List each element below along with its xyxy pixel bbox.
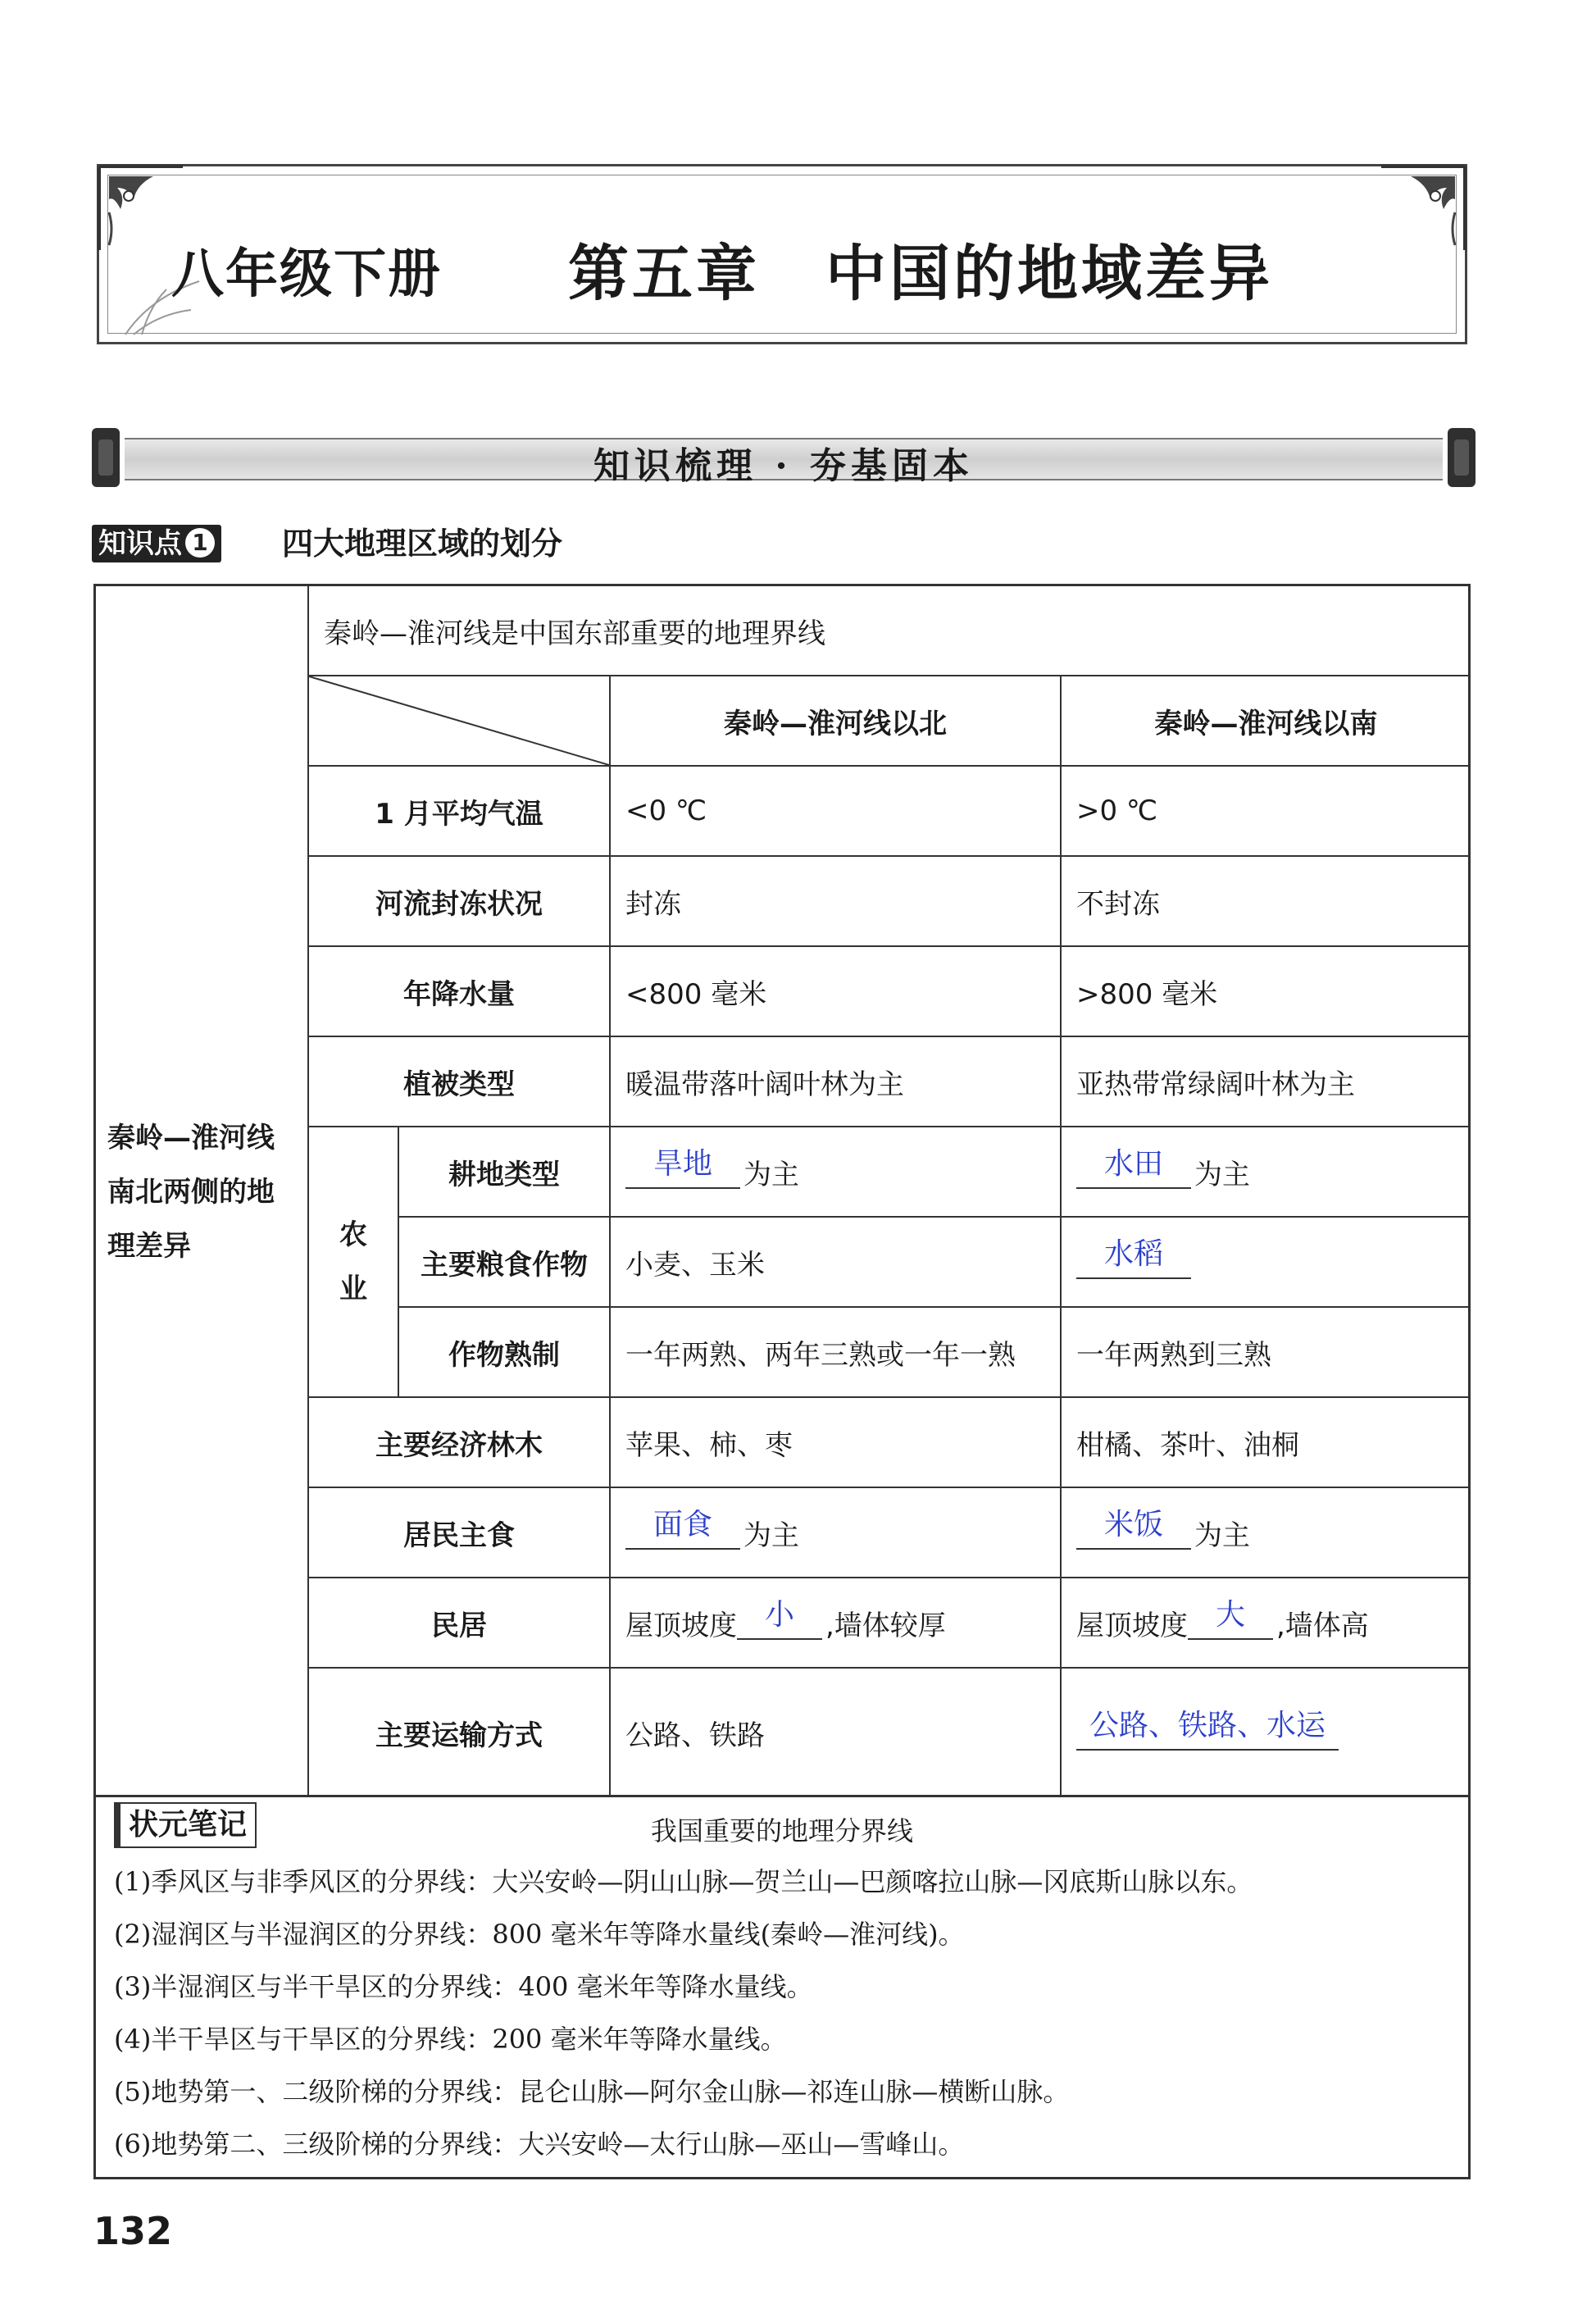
- south-text: 一年两熟到三熟: [1076, 1338, 1271, 1372]
- row-label: 主要经济林木: [375, 1428, 543, 1462]
- label-cell: [309, 767, 611, 857]
- south-cell: [1062, 1308, 1471, 1398]
- south-cell: [1062, 1578, 1471, 1669]
- section-banner: [92, 428, 1476, 487]
- label-cell: [309, 947, 611, 1037]
- row-label: 河流封冻状况: [375, 887, 543, 921]
- row-label: 1 月平均气温: [375, 797, 543, 831]
- answer-blank[interactable]: [737, 1598, 822, 1640]
- note-tag: 状元笔记: [114, 1802, 257, 1848]
- south-text: 亚热带常绿阔叶林为主: [1076, 1068, 1355, 1101]
- north-cell: [611, 1127, 1062, 1218]
- knowledge-point-number: 1: [185, 528, 215, 558]
- row-label: 居民主食: [403, 1519, 515, 1552]
- banner-title: 知识梳理 · 夯基固本: [593, 445, 974, 487]
- intro-cell: [309, 586, 1471, 676]
- south-text: 柑橘、茶叶、油桐: [1076, 1428, 1299, 1462]
- south-prefix: 屋顶坡度: [1076, 1609, 1188, 1642]
- label-cell: [399, 1127, 611, 1218]
- row-label: 主要粮食作物: [421, 1248, 588, 1282]
- north-text: 小麦、玉米: [625, 1248, 765, 1282]
- chapter-name: 中国的地域差异: [825, 239, 1273, 309]
- north-suffix: 为主: [743, 1158, 799, 1191]
- header-south: [1062, 676, 1471, 767]
- north-text: 苹果、柿、枣: [625, 1428, 793, 1462]
- comparison-table: [93, 584, 1471, 1797]
- south-suffix: 为主: [1194, 1519, 1250, 1552]
- answer-blank[interactable]: [625, 1147, 740, 1189]
- north-cell: [611, 1488, 1062, 1578]
- north-cell: [611, 1218, 1062, 1308]
- south-cell: [1062, 1488, 1471, 1578]
- row-label: 耕地类型: [448, 1158, 560, 1191]
- answer-blank[interactable]: [1076, 1237, 1191, 1279]
- handwritten-answer: 面食: [652, 1508, 712, 1541]
- south-text: >800 毫米: [1076, 977, 1218, 1011]
- label-cell: [399, 1308, 611, 1398]
- handwritten-answer: 旱地: [652, 1147, 712, 1181]
- corner-ornament-icon: [1378, 163, 1468, 253]
- north-text: <0 ℃: [625, 795, 707, 827]
- answer-blank[interactable]: [1076, 1147, 1191, 1189]
- knowledge-point-title: 四大地理区域的划分: [282, 526, 563, 562]
- grade-label: 八年级下册: [171, 244, 442, 305]
- row-label: 作物熟制: [448, 1338, 560, 1372]
- row-label: 民居: [431, 1609, 487, 1642]
- row-header-text: 秦岭—淮河线南北两侧的地理差异: [107, 1121, 275, 1263]
- diagonal-line: [309, 676, 609, 765]
- chapter-header: [97, 164, 1467, 344]
- answer-blank[interactable]: [1076, 1708, 1339, 1751]
- chapter-number: 第五章: [568, 239, 760, 309]
- handwritten-answer: 公路、铁路、水运: [1089, 1708, 1325, 1742]
- row-label: 植被类型: [403, 1068, 515, 1101]
- south-cell: [1062, 1398, 1471, 1488]
- north-text: 一年两熟、两年三熟或一年一熟: [625, 1338, 1016, 1372]
- note-line: (6)地势第二、三级阶梯的分界线：大兴安岭—太行山脉—巫山—雪峰山。: [114, 2129, 965, 2160]
- knowledge-point-label: 知识点: [98, 527, 182, 560]
- label-cell: [399, 1218, 611, 1308]
- label-cell: [309, 1398, 611, 1488]
- handwritten-answer: 大: [1215, 1598, 1245, 1632]
- note-line: (5)地势第一、二级阶梯的分界线：昆仑山脉—阿尔金山脉—祁连山脉—横断山脉。: [114, 2076, 1070, 2107]
- label-cell: [309, 1037, 611, 1127]
- south-cell: [1062, 1669, 1471, 1797]
- answer-blank[interactable]: [625, 1508, 740, 1550]
- north-cell: [611, 767, 1062, 857]
- north-cell: [611, 1669, 1062, 1797]
- label-cell: [309, 1669, 611, 1797]
- handwritten-answer: 水田: [1103, 1147, 1163, 1181]
- answer-blank[interactable]: [1076, 1508, 1191, 1550]
- north-text: 封冻: [625, 887, 681, 921]
- north-prefix: 屋顶坡度: [625, 1609, 737, 1642]
- south-cell: [1062, 1037, 1471, 1127]
- south-cell: [1062, 857, 1471, 947]
- north-cell: [611, 1578, 1062, 1669]
- label-cell: [309, 857, 611, 947]
- north-text: <800 毫米: [625, 977, 767, 1011]
- note-heading: 我国重要的地理分界线: [650, 1815, 913, 1846]
- label-cell: [309, 1488, 611, 1578]
- header-north: [611, 676, 1062, 767]
- page-number: 132: [93, 2209, 173, 2253]
- header-south-text: 秦岭—淮河线以南: [1154, 707, 1378, 740]
- label-cell: [309, 1578, 611, 1669]
- south-text: 不封冻: [1076, 887, 1160, 921]
- chapter-title: [568, 225, 1273, 312]
- diagonal-header-cell: [309, 676, 611, 767]
- north-cell: [611, 857, 1062, 947]
- north-suffix: 为主: [743, 1519, 799, 1552]
- handwritten-answer: 小: [764, 1598, 794, 1632]
- south-cell: [1062, 1127, 1471, 1218]
- agriculture-label: 农业: [339, 1218, 367, 1305]
- answer-blank[interactable]: [1188, 1598, 1273, 1640]
- note-line: (1)季风区与非季风区的分界线：大兴安岭—阴山山脉—贺兰山—巴颜喀拉山脉—冈底斯山脉以东。: [114, 1866, 1253, 1897]
- south-suffix: ,墙体高: [1276, 1609, 1369, 1642]
- note-line: (2)湿润区与半湿润区的分界线：800 毫米年等降水量线(秦岭—淮河线)。: [114, 1919, 965, 1950]
- row-header-cell: [96, 586, 309, 1797]
- row-label: 主要运输方式: [375, 1719, 543, 1752]
- intro-text: 秦岭—淮河线是中国东部重要的地理界线: [324, 617, 825, 650]
- north-suffix: ,墙体较厚: [825, 1609, 946, 1642]
- knowledge-point-tag: [92, 525, 221, 562]
- handwritten-answer: 米饭: [1103, 1508, 1163, 1541]
- north-cell: [611, 1308, 1062, 1398]
- row-label: 年降水量: [403, 977, 515, 1011]
- header-north-text: 秦岭—淮河线以北: [724, 707, 947, 740]
- north-cell: [611, 947, 1062, 1037]
- agriculture-label-cell: [309, 1127, 399, 1398]
- south-cell: [1062, 1218, 1471, 1308]
- south-cell: [1062, 947, 1471, 1037]
- south-suffix: 为主: [1194, 1158, 1250, 1191]
- south-text: >0 ℃: [1076, 795, 1158, 827]
- north-cell: [611, 1037, 1062, 1127]
- note-line: (3)半湿润区与半干旱区的分界线：400 毫米年等降水量线。: [114, 1971, 813, 2002]
- north-cell: [611, 1398, 1062, 1488]
- north-text: 公路、铁路: [625, 1719, 765, 1752]
- north-text: 暖温带落叶阔叶林为主: [625, 1068, 904, 1101]
- handwritten-answer: 水稻: [1103, 1237, 1163, 1271]
- note-line: (4)半干旱区与干旱区的分界线：200 毫米年等降水量线。: [114, 2024, 787, 2055]
- note-box: [93, 1796, 1471, 2179]
- south-cell: [1062, 767, 1471, 857]
